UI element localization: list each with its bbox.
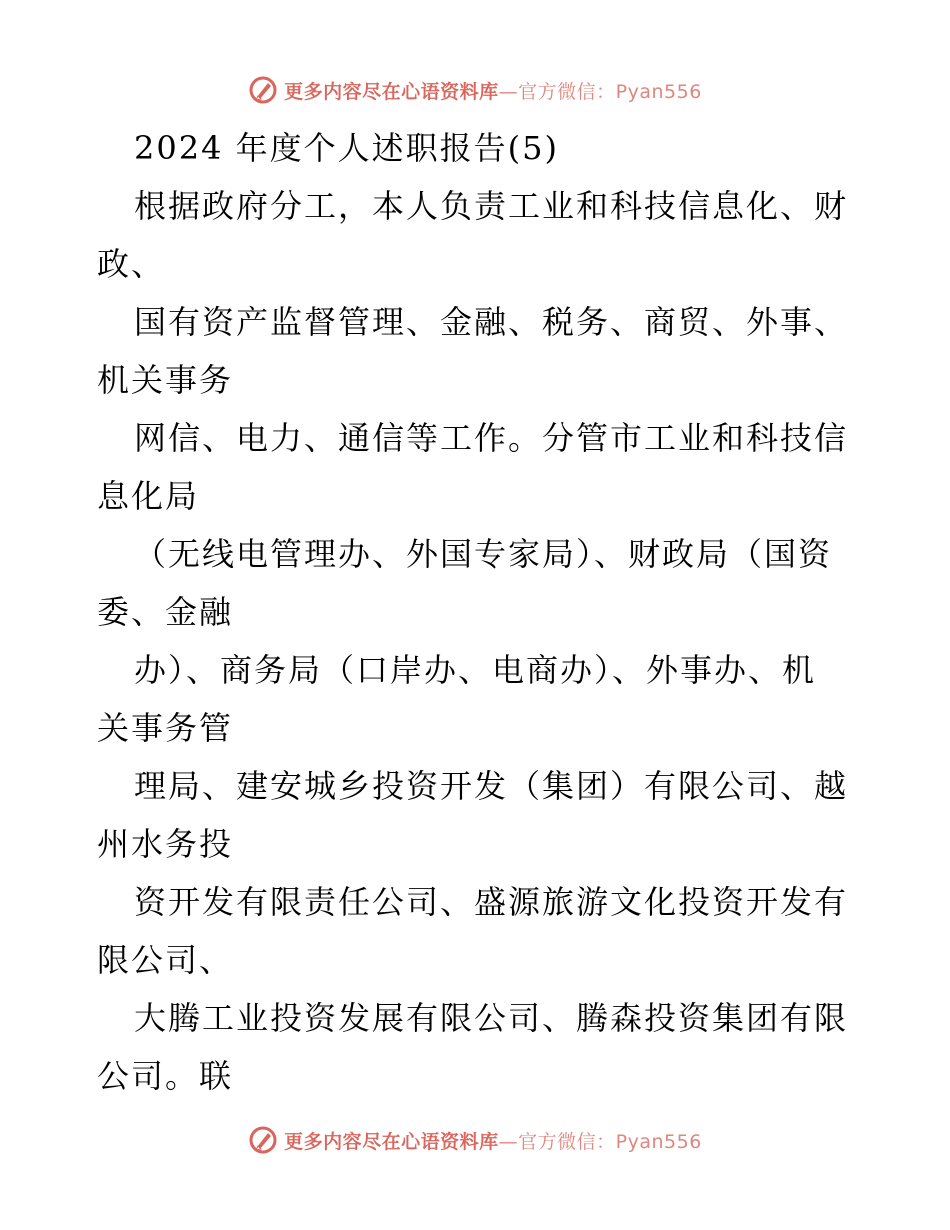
paragraph-line: 资开发有限责任公司、盛源旅游文化投资开发有 — [134, 883, 849, 921]
footer-watermark-rest: —官方微信：Pyan556 — [498, 1130, 702, 1153]
paragraph-line: 限公司、 — [97, 941, 234, 979]
paragraph-line: 委、金融 — [97, 593, 234, 631]
paragraph-line: 网信、电力、通信等工作。分管市工业和科技信 — [134, 419, 849, 457]
header-watermark-text — [284, 77, 702, 104]
paragraph-line: 息化局 — [97, 477, 200, 515]
paragraph-line: 州水务投 — [97, 825, 234, 863]
header-watermark-rest: —官方微信：Pyan556 — [498, 80, 702, 103]
paragraph-line: 公司。联 — [97, 1057, 234, 1095]
document-title: 2024 年度个人述职报告(5) — [134, 129, 559, 167]
paragraph-line: 大腾工业投资发展有限公司、腾森投资集团有限 — [134, 999, 849, 1037]
pen-logo-icon — [248, 75, 278, 105]
paragraph-line: （无线电管理办、外国专家局）、财政局（国资 — [134, 535, 833, 573]
paragraph-line: 理局、建安城乡投资开发（集团）有限公司、越 — [134, 767, 849, 805]
footer-watermark-strong: 更多内容尽在心语资料库 — [284, 1130, 499, 1153]
paragraph-line: 根据政府分工，本人负责工业和科技信息化、财 — [134, 187, 849, 225]
paragraph-line: 办）、商务局（口岸办、电商办）、外事办、机 — [134, 651, 817, 689]
header-watermark-strong: 更多内容尽在心语资料库 — [284, 80, 499, 103]
footer-watermark-banner — [0, 1120, 950, 1160]
paragraph-line: 国有资产监督管理、金融、税务、商贸、外事、 — [134, 303, 849, 341]
paragraph-line: 机关事务 — [97, 361, 234, 399]
header-watermark-banner — [0, 70, 950, 110]
paragraph-line: 政、 — [97, 245, 166, 283]
paragraph-line: 关事务管 — [97, 709, 234, 747]
pen-logo-icon — [248, 1125, 278, 1155]
footer-watermark-text — [284, 1127, 702, 1154]
